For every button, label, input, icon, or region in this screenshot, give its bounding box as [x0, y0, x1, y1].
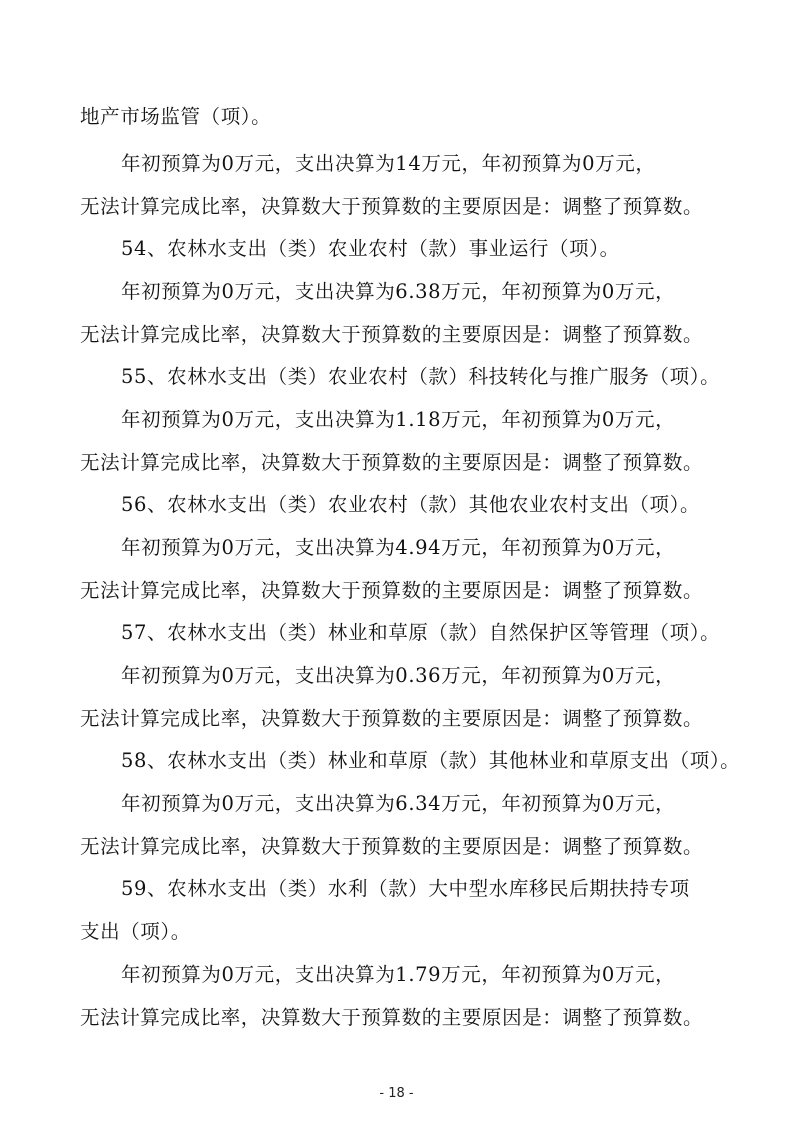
text-line: 无法计算完成比率，决算数大于预算数的主要原因是：调整了预算数。: [80, 579, 704, 602]
text-line: 年初预算为0万元，支出决算为1.79万元，年初预算为0万元，: [121, 963, 676, 986]
section-heading: 58、农林水支出（类）林业和草原（款）其他林业和草原支出（项）。: [121, 749, 741, 772]
text-line: 年初预算为0万元，支出决算为6.38万元，年初预算为0万元，: [121, 280, 676, 303]
text-line: 年初预算为0万元，支出决算为6.34万元，年初预算为0万元，: [121, 792, 676, 815]
text-line: 支出（项）。: [80, 920, 191, 943]
text-line: 年初预算为0万元，支出决算为1.18万元，年初预算为0万元，: [121, 408, 676, 431]
section-heading: 56、农林水支出（类）农业农村（款）其他农业农村支出（项）。: [121, 493, 701, 516]
section-heading: 57、农林水支出（类）林业和草原（款）自然保护区等管理（项）。: [121, 621, 721, 644]
text-line: 无法计算完成比率，决算数大于预算数的主要原因是：调整了预算数。: [80, 707, 704, 730]
text-line: 年初预算为0万元，支出决算为4.94万元，年初预算为0万元，: [121, 536, 676, 559]
text-line: 无法计算完成比率，决算数大于预算数的主要原因是：调整了预算数。: [80, 195, 704, 218]
text-line: 无法计算完成比率，决算数大于预算数的主要原因是：调整了预算数。: [80, 451, 704, 474]
page-number: - 18 -: [379, 1086, 414, 1101]
section-heading: 54、农林水支出（类）农业农村（款）事业运行（项）。: [121, 237, 620, 260]
text-line: 无法计算完成比率，决算数大于预算数的主要原因是：调整了预算数。: [80, 835, 704, 858]
text-line: 无法计算完成比率，决算数大于预算数的主要原因是：调整了预算数。: [80, 323, 704, 346]
text-line: 年初预算为0万元，支出决算为14万元，年初预算为0万元，: [121, 152, 656, 175]
text-line: 无法计算完成比率，决算数大于预算数的主要原因是：调整了预算数。: [80, 1006, 704, 1029]
section-heading: 59、农林水支出（类）水利（款）大中型水库移民后期扶持专项: [121, 877, 690, 900]
text-line: 地产市场监管（项）。: [80, 105, 272, 128]
text-line: 年初预算为0万元，支出决算为0.36万元，年初预算为0万元，: [121, 664, 676, 687]
section-heading: 55、农林水支出（类）农业农村（款）科技转化与推广服务（项）。: [121, 365, 721, 388]
